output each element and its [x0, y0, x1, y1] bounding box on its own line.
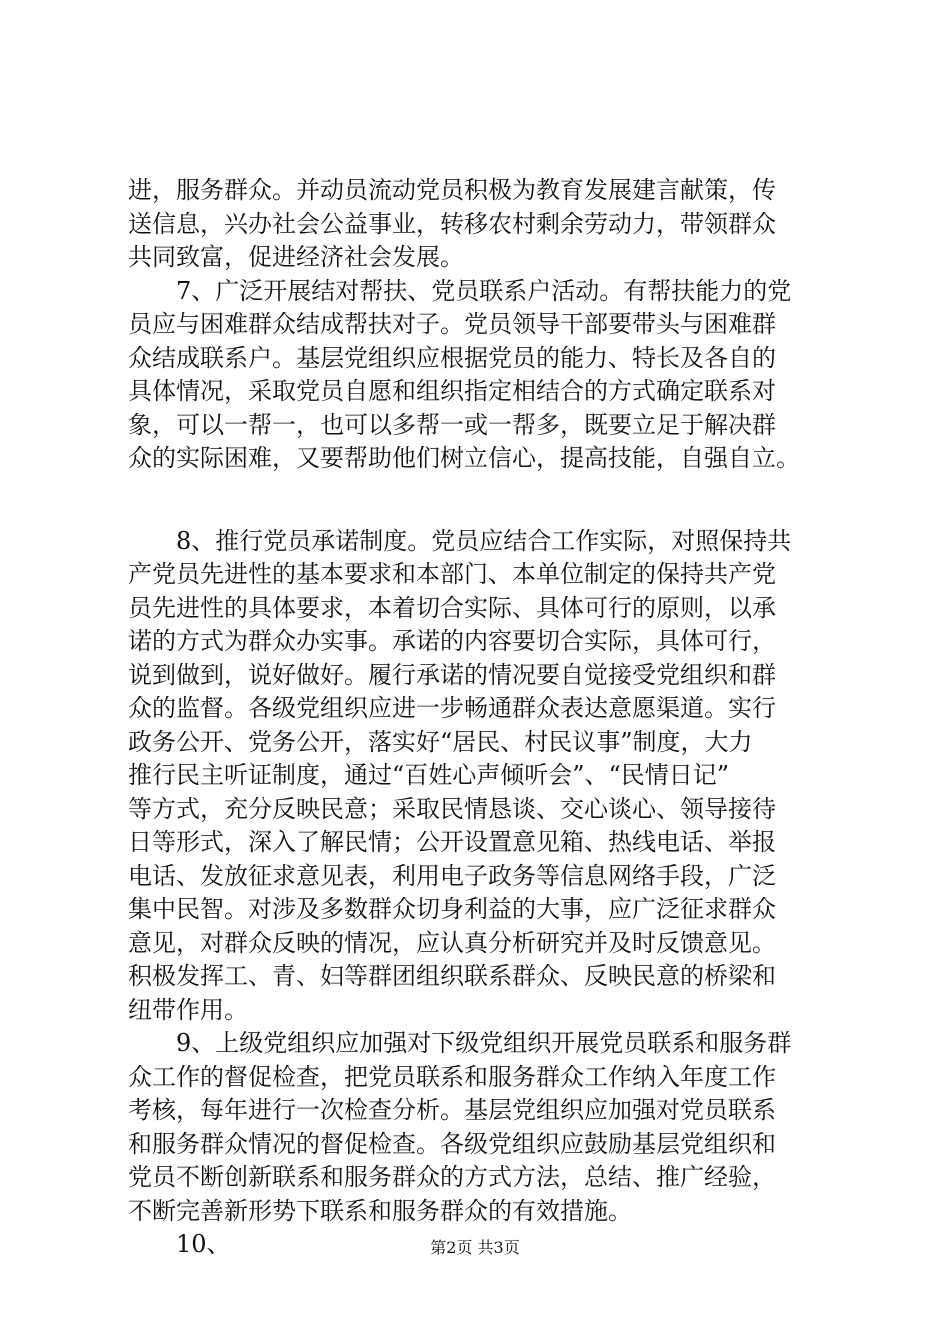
text-line: 8、推行党员承诺制度。党员应结合工作实际，对照保持共 — [176, 526, 792, 555]
text-line: 说到做到，说好做好。履行承诺的情况要自觉接受党组织和群 — [128, 660, 776, 689]
text-line: 共同致富，促进经济社会发展。 — [128, 243, 464, 271]
document-body — [128, 174, 848, 1262]
text-line: 推行民主听证制度，通过“百姓心声倾听会”、“民情日记” — [128, 761, 730, 789]
text-line: 党员不断创新联系和服务群众的方式方法，总结、推广经验， — [128, 1163, 776, 1191]
text-line: 员先进性的具体要求，本着切合实际、具体可行的原则，以承 — [128, 593, 776, 622]
page-footer — [0, 1238, 950, 1258]
text-line: 10、 — [176, 1230, 231, 1258]
paragraph-spacer — [128, 476, 848, 525]
text-line: 具体情况，采取党员自愿和组织指定相结合的方式确定联系对 — [128, 377, 776, 405]
paragraph-item-8 — [128, 525, 848, 1028]
text-line: 诺的方式为群众办实事。承诺的内容要切合实际，具体可行， — [128, 627, 776, 655]
text-line: 积极发挥工、青、妇等群团组织联系群众、反映民意的桥梁和 — [128, 962, 776, 990]
text-line: 员应与困难群众结成帮扶对子。党员领导干部要带头与困难群 — [128, 310, 776, 338]
text-line: 众结成联系户。基层党组织应根据党员的能力、特长及各自的 — [128, 343, 776, 372]
text-line: 政务公开、党务公开，落实好“居民、村民议事”制度，大力 — [128, 727, 753, 756]
text-line: 意见，对群众反映的情况，应认真分析研究并及时反馈意见。 — [128, 928, 776, 957]
paragraph-item-9 — [128, 1027, 848, 1228]
text-line: 象，可以一帮一，也可以多帮一或一帮多，既要立足于解决群 — [128, 410, 776, 439]
page-number-label: 第2页 共3页 — [430, 1238, 520, 1257]
paragraph-continuation — [128, 174, 848, 275]
text-line: 等方式，充分反映民意；采取民情恳谈、交心谈心、领导接待 — [128, 794, 776, 823]
text-line: 和服务群众情况的督促检查。各级党组织应鼓励基层党组织和 — [128, 1129, 776, 1158]
text-line: 送信息，兴办社会公益事业，转移农村剩余劳动力，带领群众 — [128, 209, 776, 238]
text-line: 众的监督。各级党组织应进一步畅通群众表达意愿渠道。实行 — [128, 694, 776, 722]
text-line: 产党员先进性的基本要求和本部门、本单位制定的保持共产党 — [128, 560, 776, 588]
text-line: 9、上级党组织应加强对下级党组织开展党员联系和服务群 — [176, 1029, 792, 1057]
paragraph-item-7 — [128, 275, 848, 476]
text-line: 不断完善新形势下联系和服务群众的有效措施。 — [128, 1196, 632, 1225]
text-line: 集中民智。对涉及多数群众切身利益的大事，应广泛征求群众 — [128, 895, 776, 923]
text-line: 考核，每年进行一次检查分析。基层党组织应加强对党员联系 — [128, 1096, 776, 1124]
text-line: 日等形式，深入了解民情；公开设置意见箱、热线电话、举报 — [128, 828, 776, 856]
text-line: 电话、发放征求意见表，利用电子政务等信息网络手段，广泛 — [128, 861, 776, 890]
text-line: 进，服务群众。并动员流动党员积极为教育发展建言献策，传 — [128, 176, 776, 204]
text-line: 纽带作用。 — [128, 995, 248, 1024]
text-line: 众的实际困难，又要帮助他们树立信心，提高技能，自强自立。 — [128, 444, 800, 472]
text-line: 7、广泛开展结对帮扶、党员联系户活动。有帮扶能力的党 — [176, 276, 792, 305]
text-line: 众工作的督促检查，把党员联系和服务群众工作纳入年度工作 — [128, 1062, 776, 1091]
